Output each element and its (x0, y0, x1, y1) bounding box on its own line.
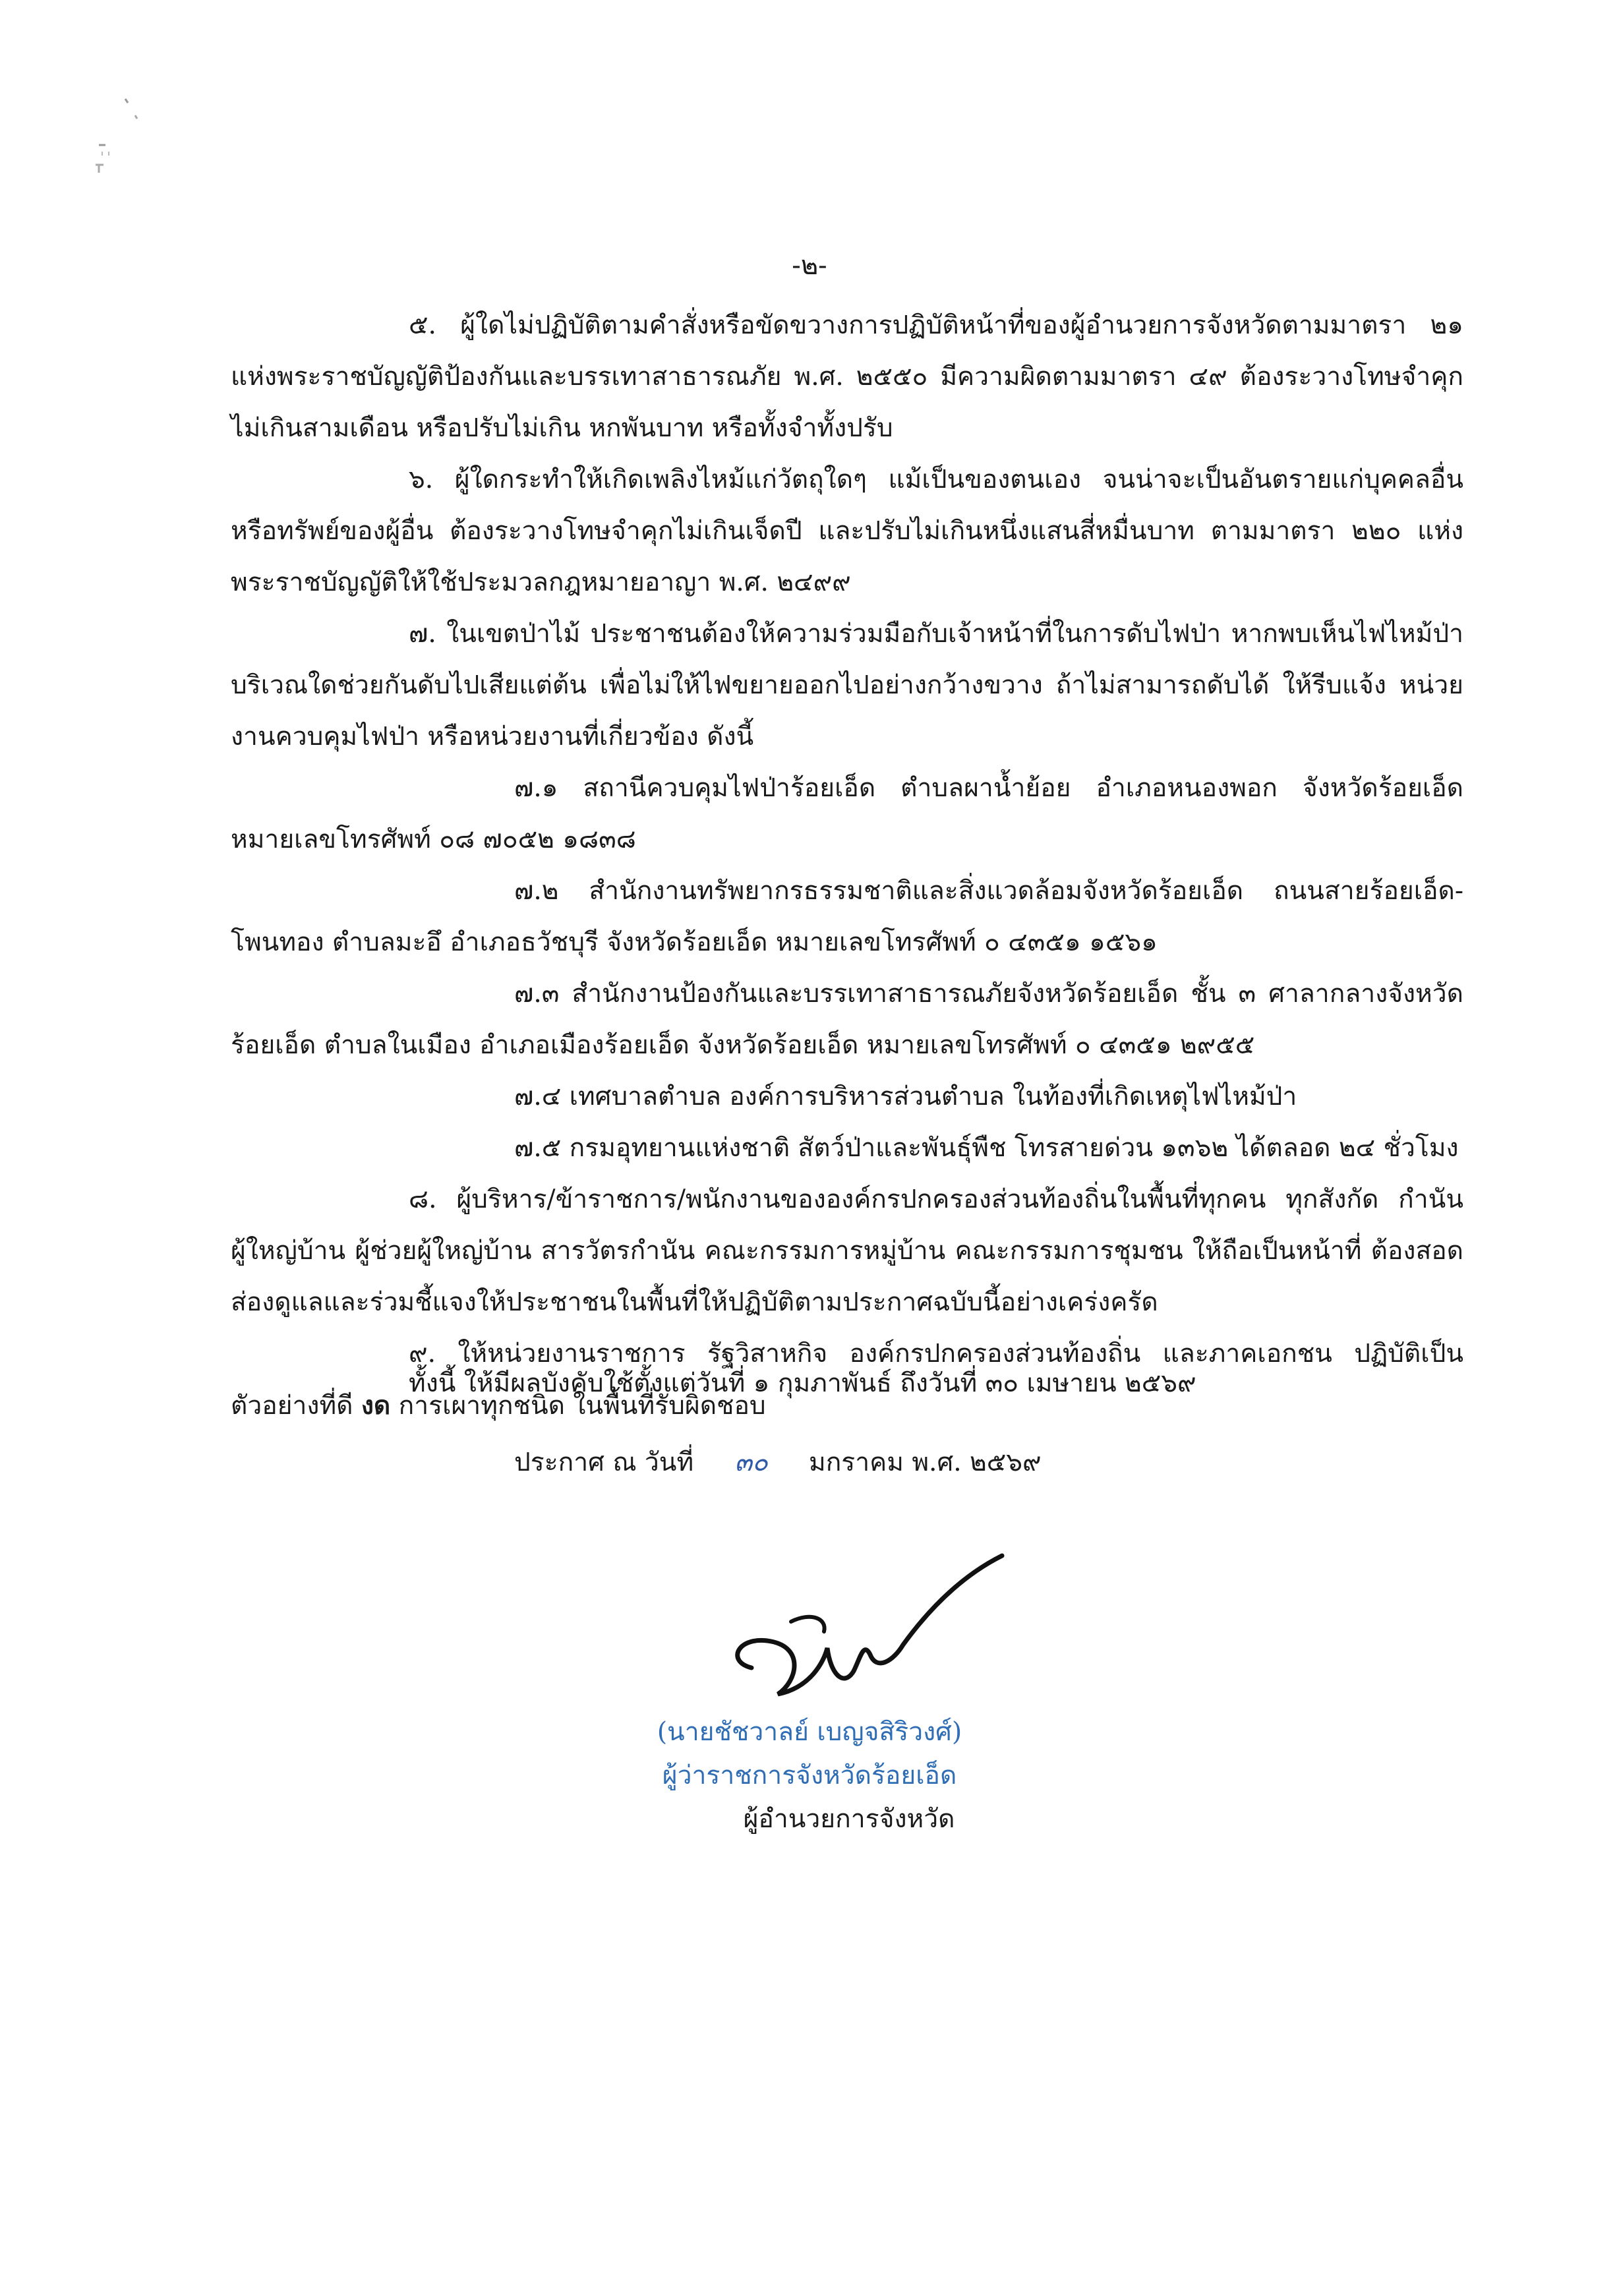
paragraph-7-3: ๗.๓ สำนักงานป้องกันและบรรเทาสาธารณภัยจังหวัดร้อยเอ็ด ชั้น ๓ ศาลากลางจังหวัดร้อยเอ็ด ตำบลในเมือง อำเภอเมืองร้อยเอ็ด จังหวัดร้อยเอ็ด หมายเลขโทรศัพท์ ๐ ๔๓๕๑ ๒๙๕๕ (231, 979, 1463, 1060)
paragraph-9-text-after: การเผาทุกชนิด ในพื้นที่รับผิดชอบ (390, 1391, 766, 1421)
signer-role: ผู้อำนวยการจังหวัด (743, 1804, 955, 1834)
paragraph-7-1: ๗.๑ สถานีควบคุมไฟป่าร้อยเอ็ด ตำบลผาน้ำย้อย อำเภอหนองพอก จังหวัดร้อยเอ็ด หมายเลขโทรศัพท์ ๐๘ ๗๐๕๒ ๑๘๓๘ (231, 773, 1463, 854)
page-number: -๒- (792, 250, 827, 281)
paragraph-9-text-before: ๙. ให้หน่วยงานราชการ รัฐวิสาหกิจ องค์กรปกครองส่วนท้องถิ่น และภาคเอกชน ปฏิบัติเป็น ตัวอย่างที่ดี (231, 1339, 1463, 1421)
paragraph-8: ๘. ผู้บริหาร/ข้าราชการ/พนักงานขององค์กรปกครองส่วนท้องถิ่นในพื้นที่ทุกคน ทุกสังกัด กำนัน ผู้ใหญ่บ้าน ผู้ช่วยผู้ใหญ่บ้าน สารวัตรกำนัน คณะกรรมการหมู่บ้าน คณะกรรมการชุมชน ให้ถือเป็นหน้าที่ ต้องสอดส่องดูแลและร่วมชี้แจงให้ประชาชนในพื้นที่ให้ปฏิบัติตามประกาศฉบับนี้อย่างเคร่งครัด (231, 1185, 1463, 1317)
signer-title: ผู้ว่าราชการจังหวัดร้อยเอ็ด (662, 1761, 957, 1790)
paragraph-7-2: ๗.๒ สำนักงานทรัพยากรธรรมชาติและสิ่งแวดล้อมจังหวัดร้อยเอ็ด ถนนสายร้อยเอ็ด-โพนทอง ตำบลมะอึ อำเภอธวัชบุรี จังหวัดร้อยเอ็ด หมายเลขโทรศัพท์ ๐ ๔๓๕๑ ๑๕๖๑ (231, 876, 1463, 957)
paragraph-7: ๗. ในเขตป่าไม้ ประชาชนต้องให้ความร่วมมือกับเจ้าหน้าที่ในการดับไฟป่า หากพบเห็นไฟไหม้ป่า บริเวณใดช่วยกันดับไปเสียแต่ต้น เพื่อไม่ให้ไฟขยายออกไปอย่างกว้างขวาง ถ้าไม่สามารถดับได้ ให้รีบแจ้ง หน่วยงานควบคุมไฟป่า หรือหน่วยงานที่เกี่ยวข้อง ดังนี้ (231, 619, 1463, 751)
paragraph-7-5: ๗.๕ กรมอุทยานแห่งชาติ สัตว์ป่าและพันธุ์พืช โทรสายด่วน ๑๓๖๒ ได้ตลอด ๒๔ ชั่วโมง (514, 1133, 1459, 1163)
announcement-prefix: ประกาศ ณ วันที่ (514, 1448, 694, 1477)
paragraph-7-4: ๗.๔ เทศบาลตำบล องค์การบริหารส่วนตำบล ในท้องที่เกิดเหตุไฟไหม้ป่า (514, 1082, 1297, 1111)
announcement-suffix: มกราคม พ.ศ. ๒๕๖๙ (808, 1448, 1042, 1477)
document-body (231, 300, 1463, 1432)
paragraph-5: ๕. ผู้ใดไม่ปฏิบัติตามคำสั่งหรือขัดขวางการปฏิบัติหน้าที่ของผู้อำนวยการจังหวัดตามมาตรา ๒๑ แห่งพระราชบัญญัติป้องกันและบรรเทาสาธารณภัย พ.ศ. ๒๕๕๐ มีความผิดตามมาตรา ๔๙ ต้องระวางโทษจำคุก ไม่เกินสามเดือน หรือปรับไม่เกิน หกพันบาท หรือทั้งจำทั้งปรับ (231, 310, 1463, 443)
handwritten-signature (712, 1529, 1015, 1727)
signer-name: (นายชัชวาลย์ เบญจสิริวงศ์) (657, 1717, 962, 1747)
paragraph-6: ๖. ผู้ใดกระทำให้เกิดเพลิงไหม้แก่วัตถุใดๆ แม้เป็นของตนเอง จนน่าจะเป็นอันตรายแก่บุคคลอื่น หรือทรัพย์ของผู้อื่น ต้องระวางโทษจำคุกไม่เกินเจ็ดปี และปรับไม่เกินหนึ่งแสนสี่หมื่นบาท ตามมาตรา ๒๒๐ แห่งพระราชบัญญัติให้ใช้ประมวลกฎหมายอาญา พ.ศ. ๒๔๙๙ (231, 465, 1463, 597)
announcement-date (514, 1437, 1503, 1488)
signer-block (0, 1711, 1619, 1841)
effective-period: ทั้งนี้ ให้มีผลบังคับใช้ตั้งแต่วันที่ ๑ กุมภาพันธ์ ถึงวันที่ ๓๐ เมษายน ๒๕๖๙ (409, 1369, 1196, 1398)
handwritten-day: ๓๐ (734, 1448, 768, 1477)
paragraph-9-bold-word: งด (361, 1390, 391, 1421)
scan-margin-marks (86, 86, 138, 191)
